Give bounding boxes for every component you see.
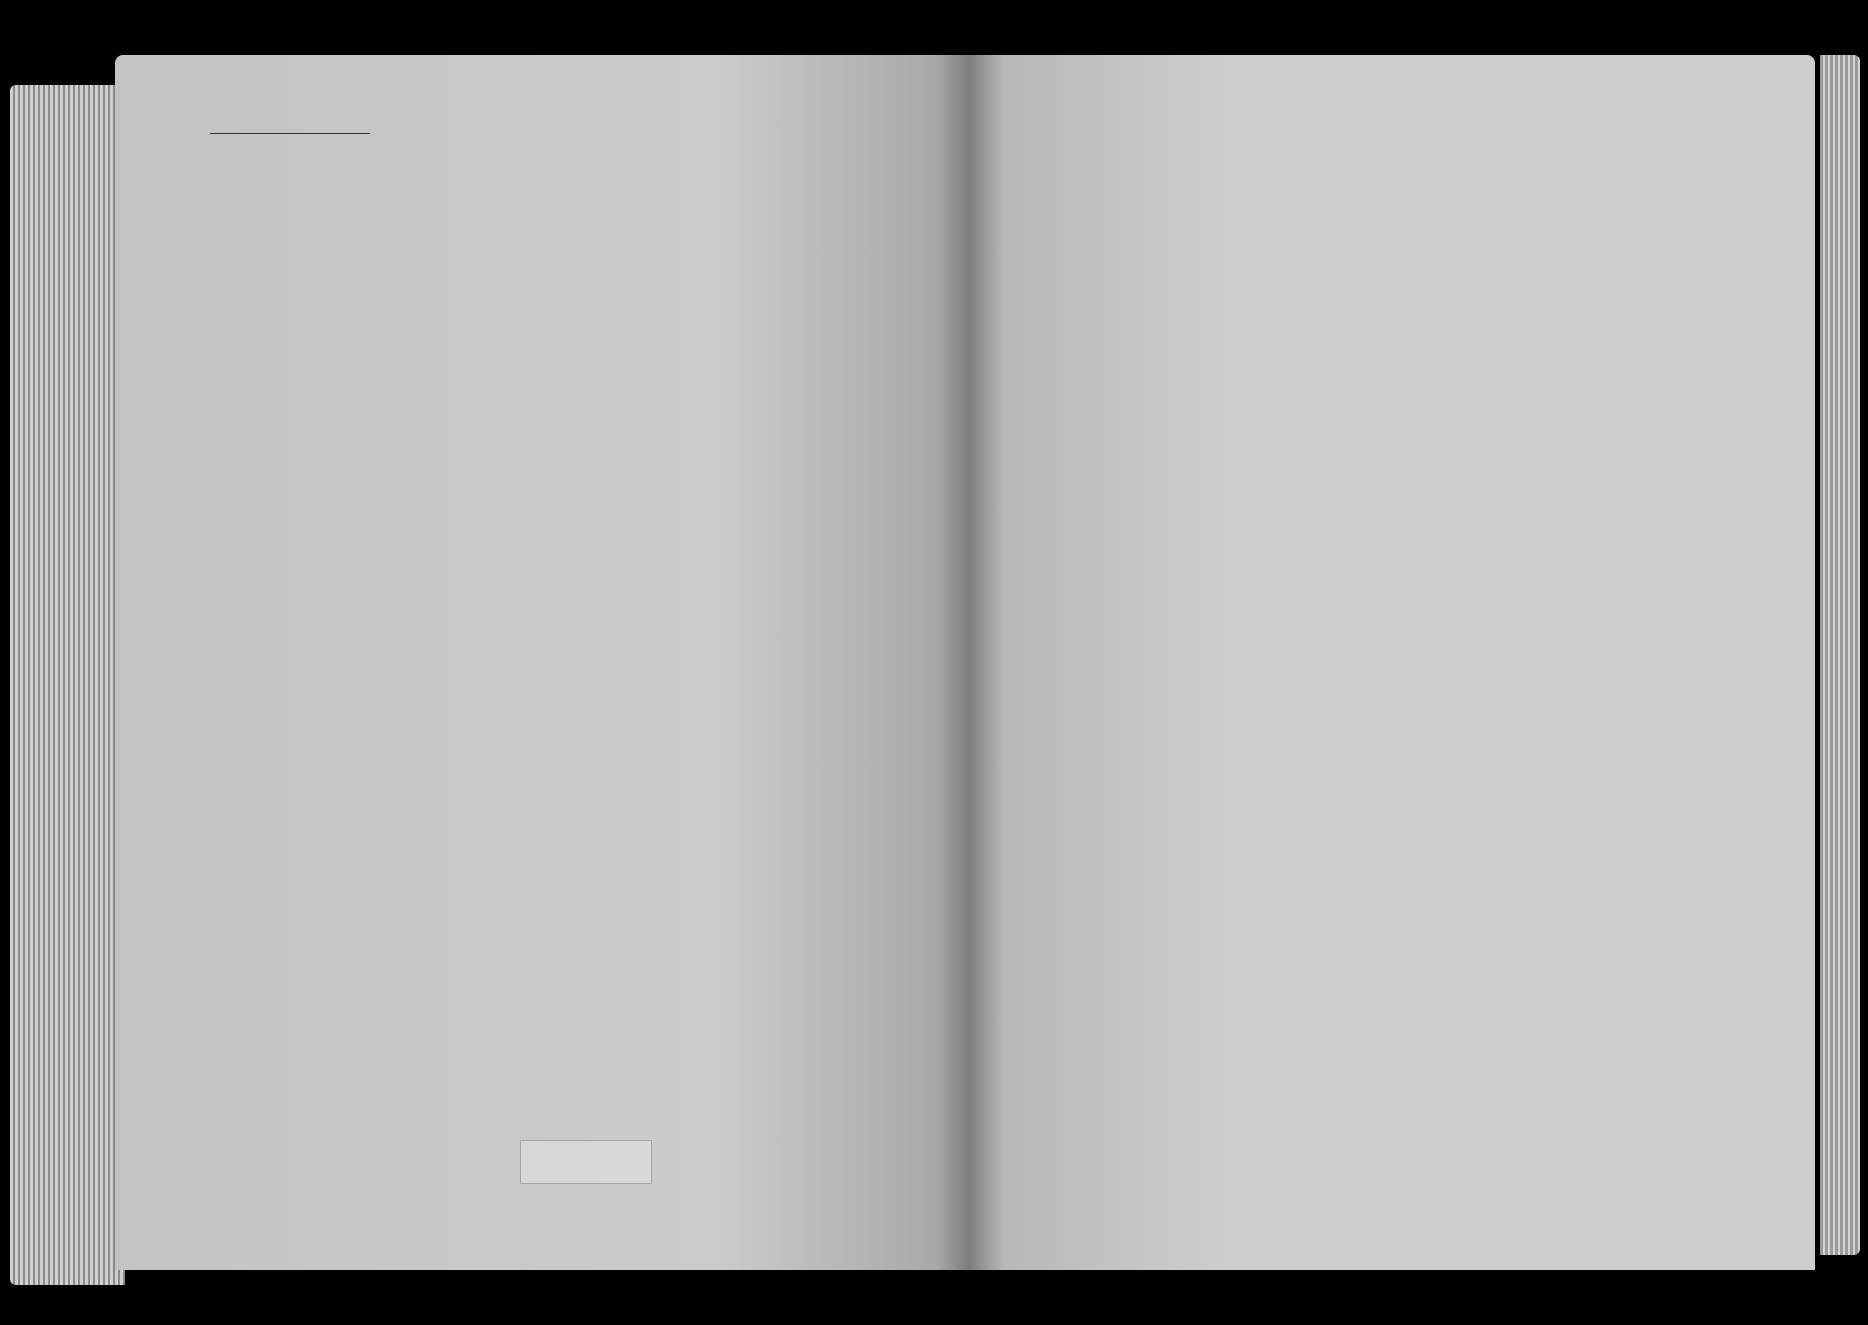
open-book — [10, 55, 1860, 1315]
footnote-rule — [210, 133, 370, 134]
left-page — [115, 55, 970, 1270]
library-stamp — [520, 1140, 652, 1184]
right-page — [970, 55, 1815, 1270]
page-edges-right — [1820, 55, 1860, 1255]
page-edges-left — [10, 85, 125, 1285]
